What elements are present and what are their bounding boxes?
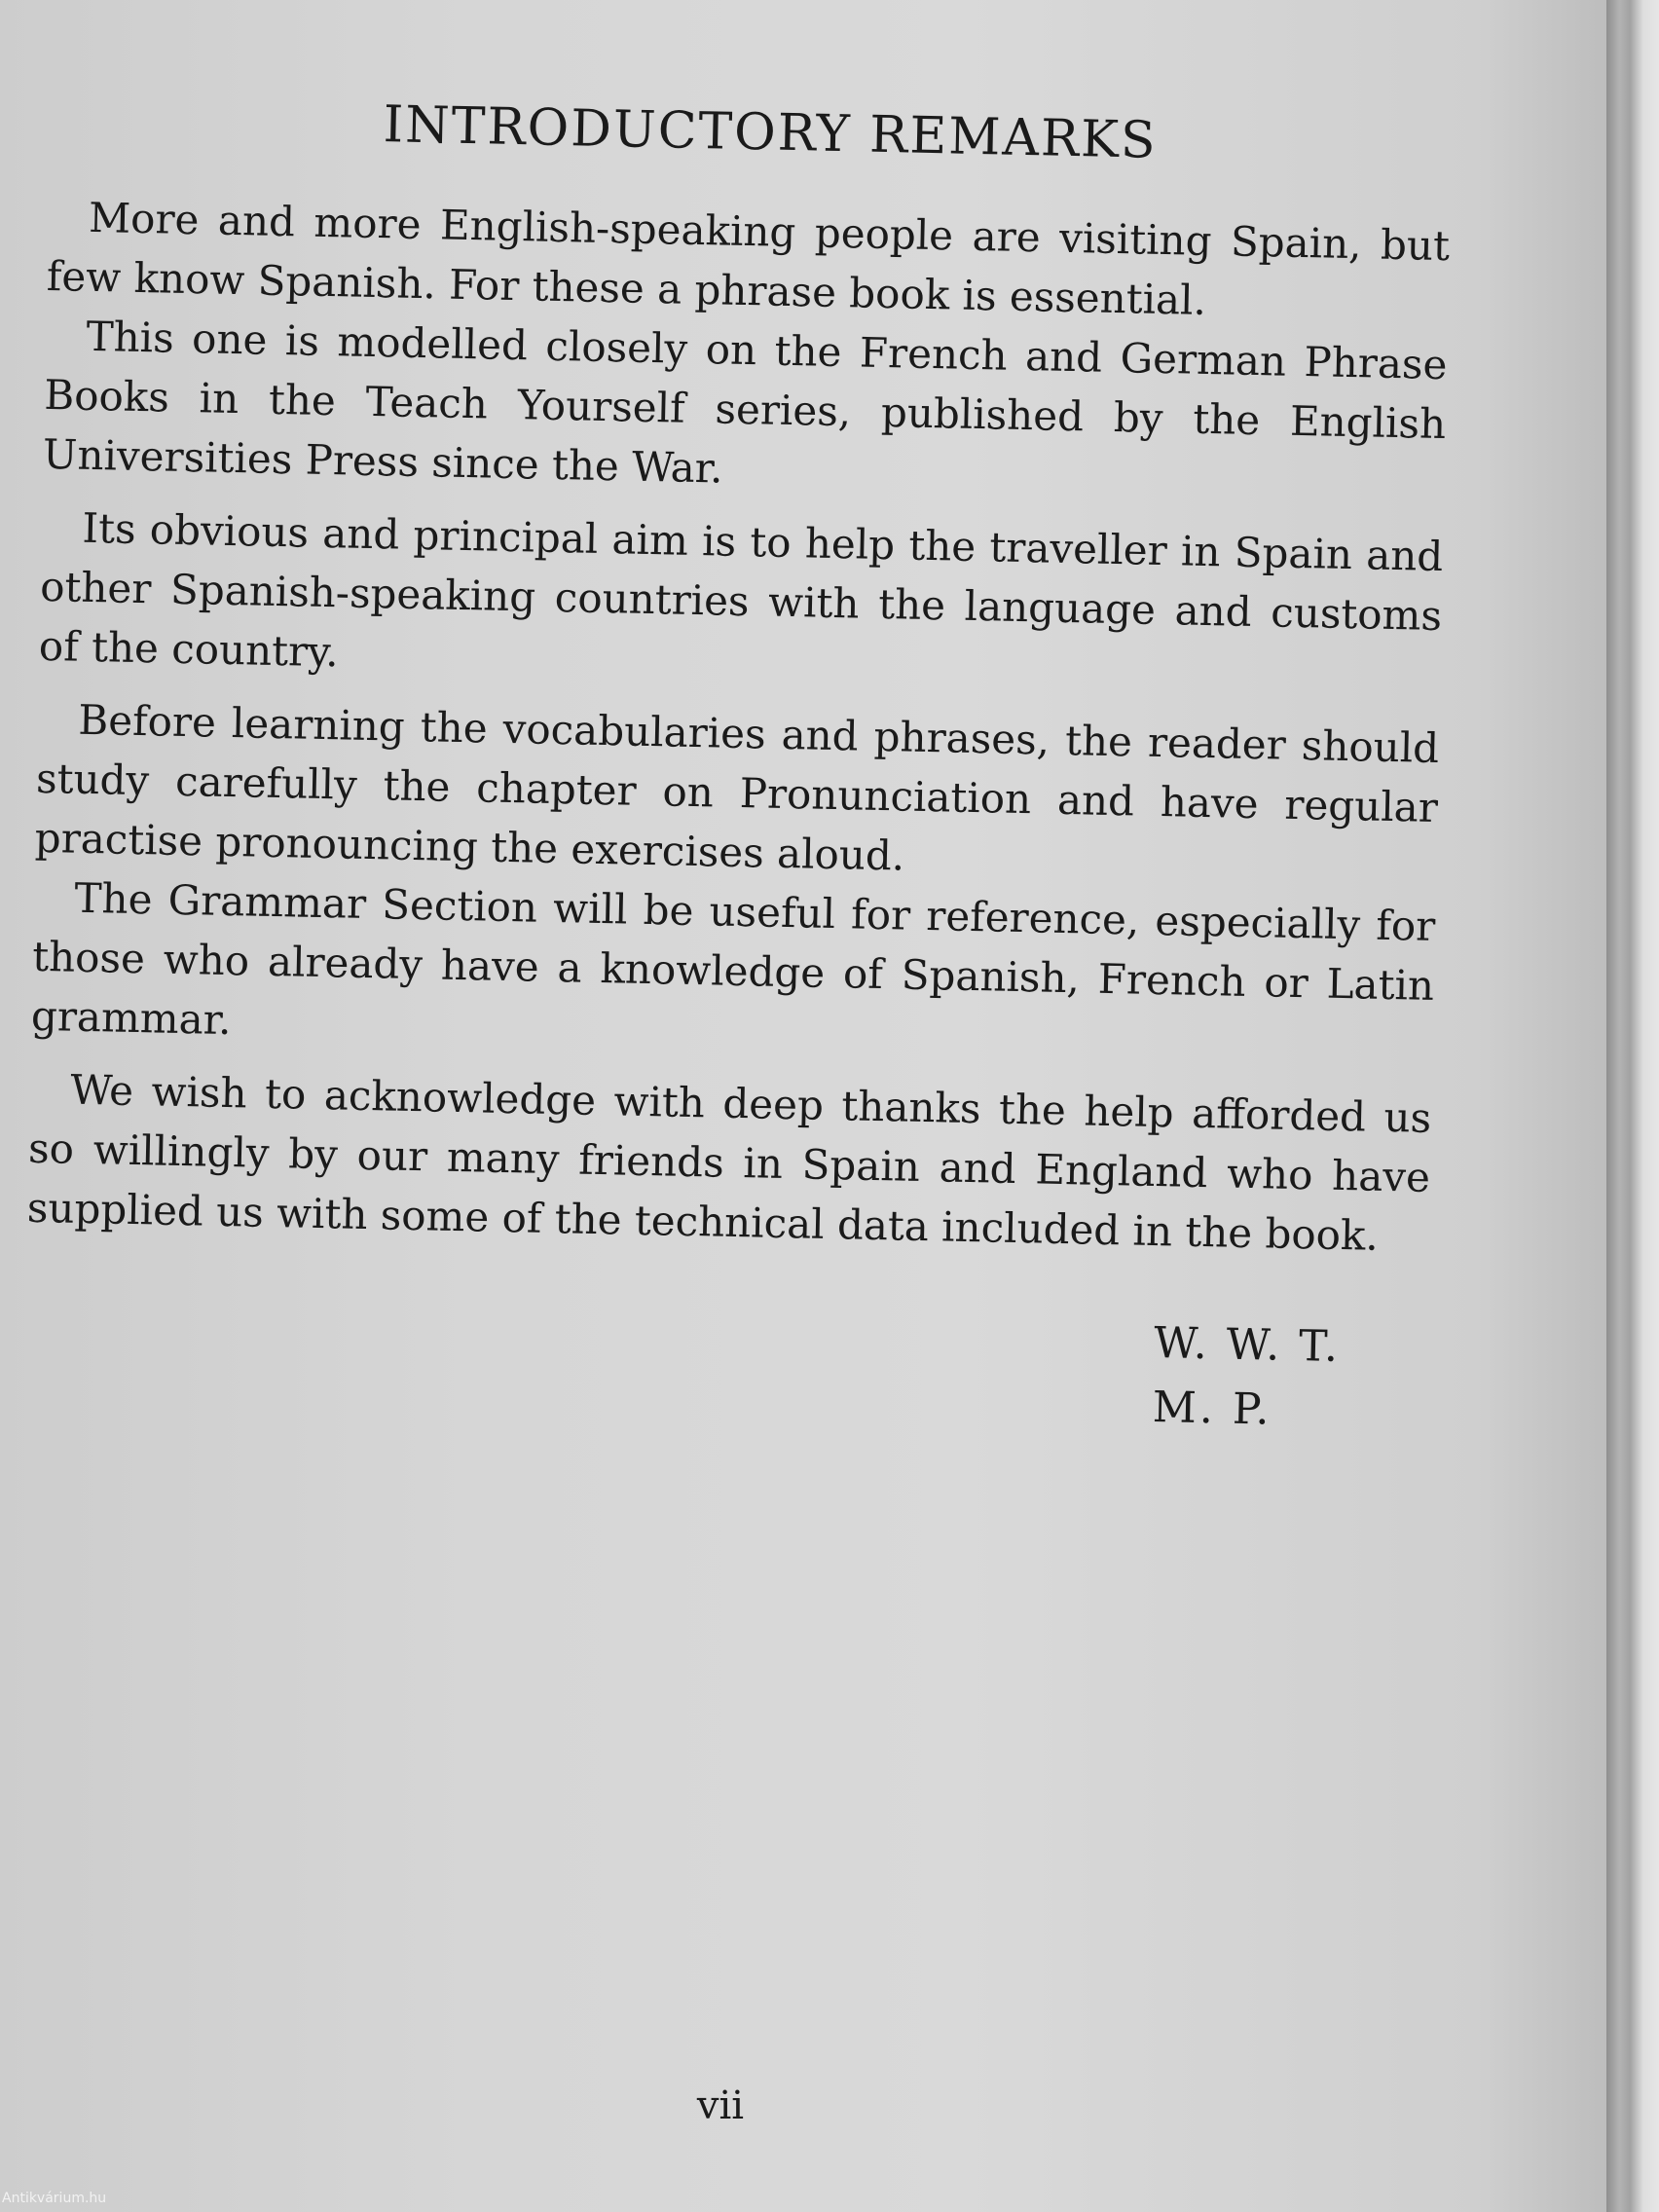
paragraph-aim: Its obvious and principal aim is to help the traveller in Spain and other Spanish-speaking countries with the language and customs of the country.: [38, 504, 1444, 677]
signature-initials: M. P.: [1152, 1382, 1273, 1435]
paragraph-grammar: The Grammar Section will be useful for reference, especially for those who already have a knowledge of Spanish, French or Latin grammar.: [30, 874, 1436, 1045]
page-title: INTRODUCTORY REMARKS: [383, 95, 1159, 170]
watermark: Antikvárium.hu: [2, 2191, 107, 2206]
signature-block: [1152, 1311, 1427, 1446]
paragraph-pronunciation: Before learning the vocabularies and phrases, the reader should study carefully the chapter on Pronunciation and have regular practise pronouncing the exercises aloud.: [34, 696, 1440, 880]
page-content: [22, 88, 1452, 1446]
paragraph-intro: More and more English-speaking people are visiting Spain, but few know Spanish. For these a phrase book is essential.: [46, 194, 1451, 325]
paragraph-acknowledgement: We wish to acknowledge with deep thanks the help afforded us so willingly by our many friends in Spain and England who have supplied us with some of the technical data included in the book.: [26, 1066, 1432, 1261]
signature-initials: W. W. T.: [1153, 1318, 1342, 1373]
paragraph-model: This one is modelled closely on the French and German Phrase Books in the Teach Yourself series, published by the English Universities Press since the War.: [42, 313, 1448, 493]
book-spine: [1606, 0, 1659, 2212]
page-number: vii: [696, 2083, 745, 2128]
